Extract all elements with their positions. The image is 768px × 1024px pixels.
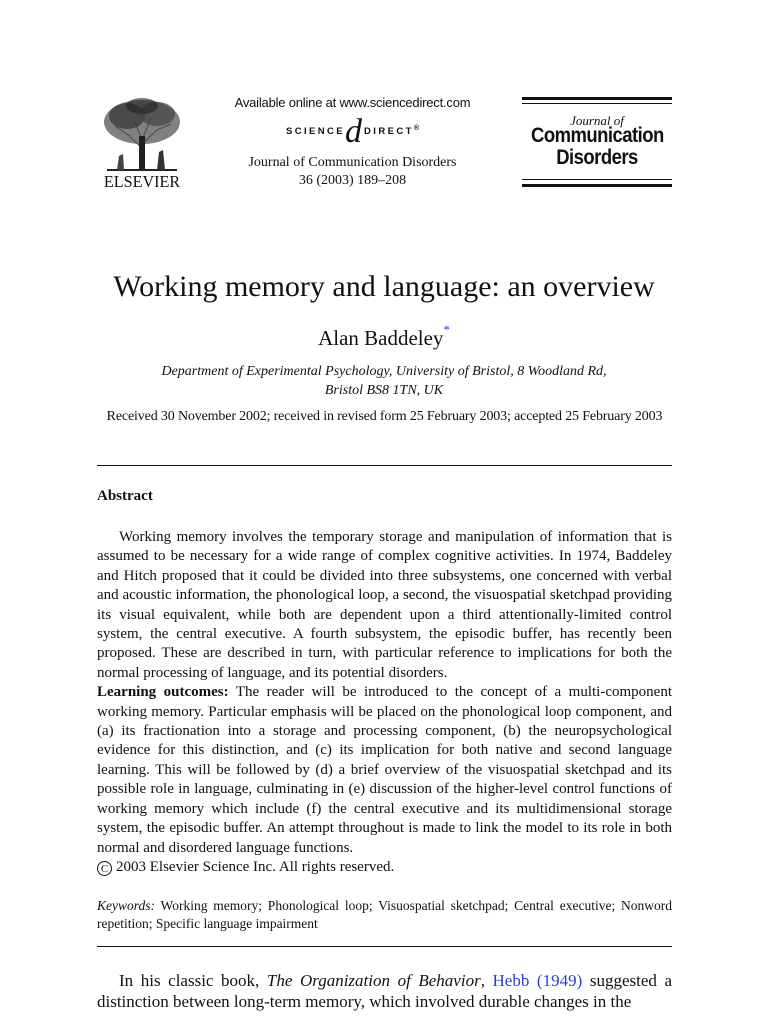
author-name: Alan Baddeley xyxy=(318,326,444,350)
book-title: The Organization of Behavior xyxy=(266,971,481,990)
journal-logo xyxy=(522,97,672,188)
learning-outcomes xyxy=(97,683,672,858)
body-comma: , xyxy=(480,971,493,990)
elsevier-logo xyxy=(97,96,187,190)
affiliation xyxy=(120,363,648,400)
journal-logo-of: Journal of xyxy=(570,113,624,128)
affiliation-line1: Department of Experimental Psychology, University of Bristol, 8 Woodland Rd, xyxy=(161,364,607,379)
copyright-icon: C xyxy=(97,861,112,876)
registered-mark: ® xyxy=(413,124,419,132)
journal-volume: 36 (2003) 189–208 xyxy=(298,173,407,188)
abstract-paragraph: Working memory involves the temporary storage and manipulation of information that is assumed to be necessary for a wide range of complex cognitive activities. In 1974, Baddeley and Hitch proposed that it could be divided into three subsystems, one concerned with verbal and acoustic information, the phonological loop, a second, the visuospatial sketchpad providing its visual equivalent, while both are dependent upon a third attentionally-limited control system, the central executive. A fourth subsystem, the episodic buffer, has recently been proposed. These are described in turn, with particular reference to implications for both the normal processing of language, and its potential disorders. xyxy=(97,529,672,681)
journal-header xyxy=(210,94,495,190)
body-text-1: In his classic book, xyxy=(119,971,267,990)
journal-logo-line2: Disorders xyxy=(556,146,638,169)
received-dates: Received 30 November 2002; received in revised form 25 February 2003; accepted 25 February 2003 xyxy=(106,409,663,424)
copyright-text: 2003 Elsevier Science Inc. All rights reserved. xyxy=(116,858,395,875)
journal-logo-line1: Communication xyxy=(531,124,664,147)
journal-name: Journal of Communication Disorders xyxy=(248,155,457,170)
journal-logo-title xyxy=(531,125,663,169)
publisher-name: ELSEVIER xyxy=(103,172,181,191)
sciencedirect-logo xyxy=(210,113,495,150)
available-online: Available online at www.sciencedirect.com xyxy=(234,95,471,110)
learning-outcomes-text: The reader will be introduced to the concept of a multi-component working memory. Particular emphasis will be placed on the phonological loop component, and (a) its fractionation into a storage and processing component, (b) the neuropsychological evidence for this distinction, and (c) its implication for both native and second language learning. This will be followed by (d) a brief overview of the visuospatial sketchpad and its possible role in language, culminating in (e) discussion of the higher-level control functions of working memory which include (f) the central executive and its multidimensional storage system, the episodic buffer. An attempt throughout is made to link the model to its role in both normal and disordered language functions. xyxy=(97,684,672,856)
keywords xyxy=(97,897,672,933)
body-paragraph xyxy=(97,970,672,1012)
keywords-text: Working memory; Phonological loop; Visuospatial sketchpad; Central executive; Nonword repetition; Specific language impairment xyxy=(97,898,672,931)
sciencedirect-at-icon: d xyxy=(345,113,363,150)
abstract-body xyxy=(97,528,672,877)
abstract-heading: Abstract xyxy=(97,488,153,504)
sciencedirect-right: DIRECT xyxy=(364,125,414,137)
learning-outcomes-label: Learning outcomes: xyxy=(97,684,229,701)
affiliation-line2: Bristol BS8 1TN, UK xyxy=(324,382,444,398)
author-footnote-link[interactable]: * xyxy=(443,322,450,337)
article-title: Working memory and language: an overview xyxy=(113,270,655,303)
copyright-line xyxy=(97,858,672,877)
body-paragraph-1 xyxy=(97,970,672,1012)
tree-icon xyxy=(97,96,187,172)
divider-bottom xyxy=(97,946,672,947)
keywords-label: Keywords: xyxy=(97,898,155,913)
sciencedirect-left: SCIENCE xyxy=(286,125,346,137)
author-line xyxy=(60,322,708,351)
divider-top xyxy=(97,465,672,466)
citation-hebb-1949[interactable]: Hebb (1949) xyxy=(492,971,583,990)
body-text-2: suggested a distinction between long-term memory, which involved durable changes in the xyxy=(97,971,672,1011)
